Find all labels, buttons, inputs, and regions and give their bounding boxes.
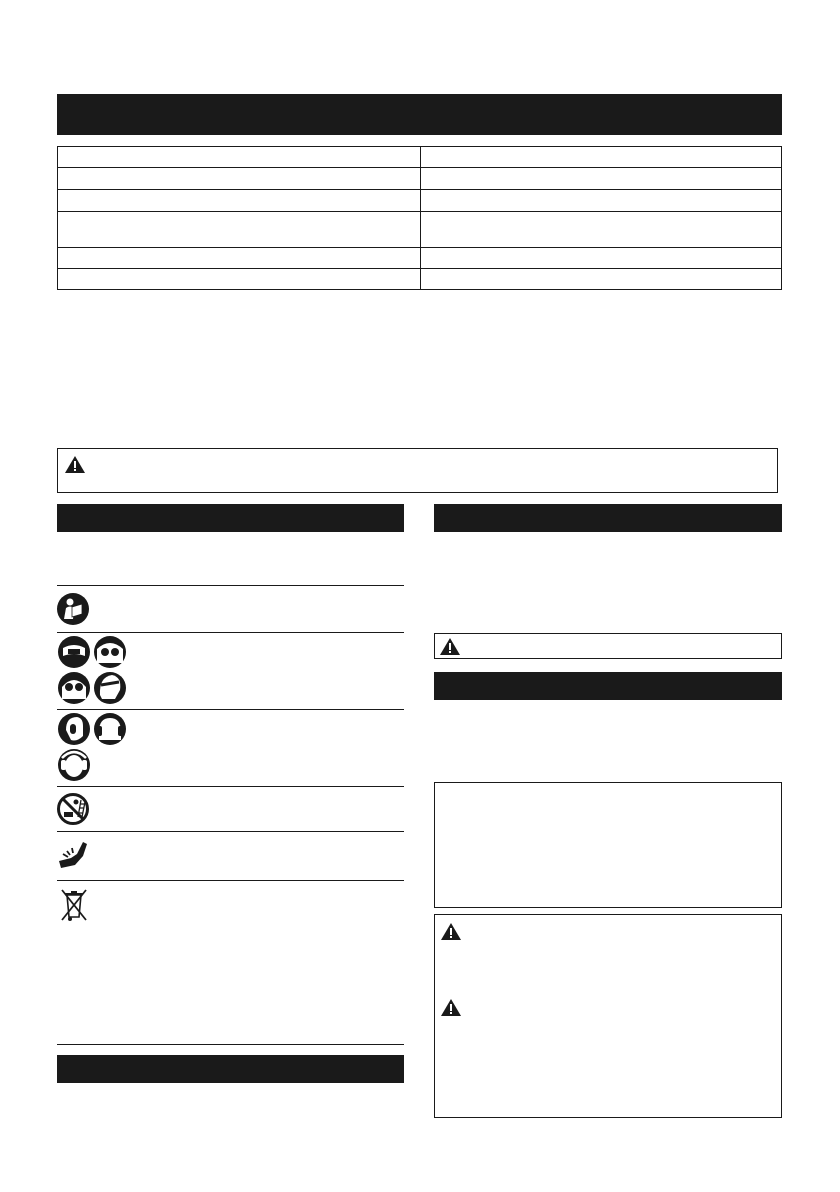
ear-protection-icons (57, 712, 129, 784)
table-cell (421, 168, 782, 190)
symbol-row (57, 881, 404, 1044)
thrown-object-hand-icon (57, 837, 91, 871)
symbol-divider (57, 1044, 404, 1045)
table-cell (58, 147, 421, 168)
symbol-row (57, 633, 404, 709)
table-cell (58, 269, 421, 290)
table-cell (421, 248, 782, 269)
warning-triangle-icon (65, 456, 85, 473)
table-cell (58, 248, 421, 269)
right-section-title-bar-1 (434, 504, 782, 532)
warning-triangle-icon (440, 638, 460, 655)
table-row (58, 248, 782, 269)
warning-triangle-icon (441, 999, 461, 1016)
warning-triangle-icon (441, 923, 461, 940)
symbol-row (57, 586, 404, 632)
info-box (434, 782, 782, 908)
table-cell (58, 168, 421, 190)
read-manual-icon (57, 593, 89, 625)
right-section-title-bar-2 (434, 672, 782, 700)
eye-face-protection-icons (57, 635, 129, 707)
symbol-row (57, 787, 404, 831)
table-row (58, 269, 782, 290)
table-row (58, 190, 782, 212)
header-bar (57, 94, 782, 135)
table-cell (421, 147, 782, 168)
specifications-table (57, 146, 782, 290)
table-cell (58, 212, 421, 248)
table-cell (421, 269, 782, 290)
table-cell (421, 190, 782, 212)
table-row (58, 212, 782, 248)
left-bottom-section-title-bar (57, 1055, 404, 1083)
symbol-row (57, 710, 404, 786)
table-row (58, 168, 782, 190)
crossed-wheelie-bin-icon (59, 887, 89, 923)
symbol-row (57, 832, 404, 880)
warning-box (57, 448, 778, 493)
table-cell (421, 212, 782, 248)
left-section-title-bar (57, 504, 404, 532)
warning-strip (434, 633, 782, 659)
table-row (58, 147, 782, 168)
warning-box-right (434, 914, 782, 1118)
no-ladder-icon (57, 793, 89, 825)
table-cell (58, 190, 421, 212)
